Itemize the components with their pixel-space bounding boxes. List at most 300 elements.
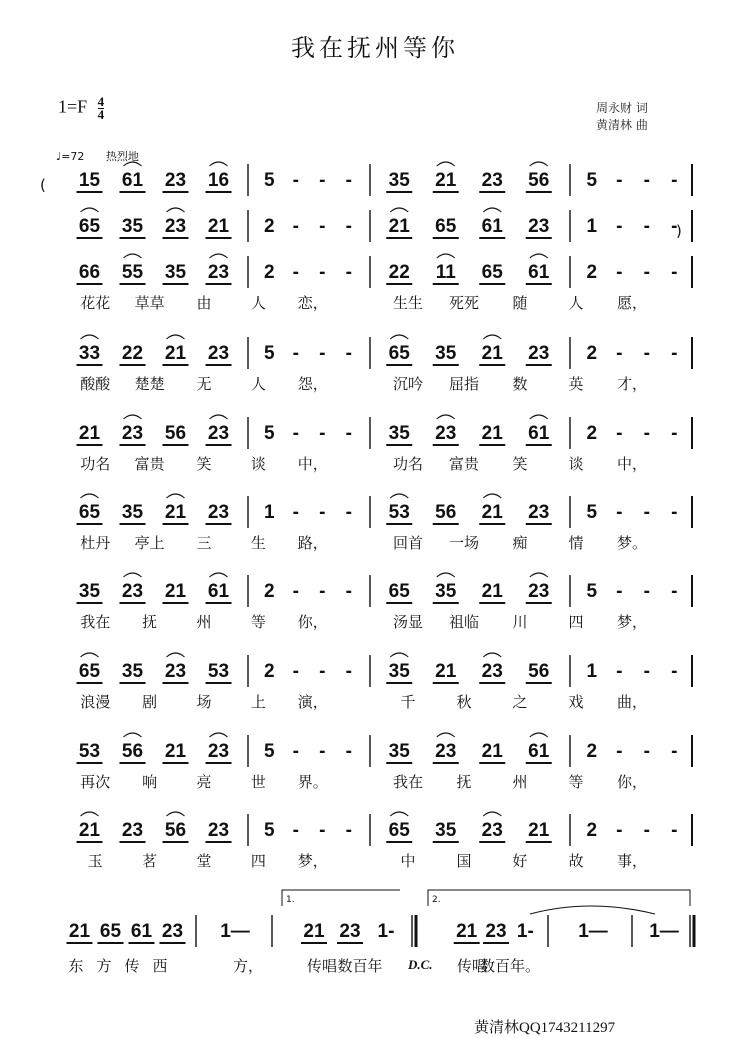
note-group: - xyxy=(319,423,326,444)
note-group: 23 xyxy=(121,423,144,444)
lyric-syllable: 路， xyxy=(297,534,328,552)
note-group: 2 xyxy=(263,262,275,283)
note-group: 22 xyxy=(388,262,410,283)
slur-arc xyxy=(124,162,142,166)
note-group: - xyxy=(345,661,352,682)
volta-bracket-1 xyxy=(282,890,400,906)
repeat-close-mark: ) xyxy=(676,222,682,240)
lyric-syllable: 随 xyxy=(512,294,528,312)
slur-arc xyxy=(530,573,548,577)
lyric-syllable: 等 xyxy=(250,613,266,631)
note-group: 35 xyxy=(164,262,187,283)
note-group: 23 xyxy=(164,661,187,682)
note-group: - xyxy=(319,216,326,237)
key-label: 1=F xyxy=(58,96,88,117)
slur-arc xyxy=(81,653,99,657)
slur-arc xyxy=(437,415,455,419)
lyric-syllable: 富贵 xyxy=(134,455,165,473)
note-group: - xyxy=(345,343,352,364)
repeat-open-mark: ( xyxy=(40,176,46,194)
lyric-syllable: 功名 xyxy=(80,455,111,473)
note-group: 1— xyxy=(578,921,608,942)
note-group: 23 xyxy=(207,423,230,444)
slur-arc xyxy=(167,653,185,657)
note-group: 21 xyxy=(435,170,457,191)
lyric-syllable: 秋 xyxy=(456,693,472,711)
slur-arc xyxy=(210,573,228,577)
note-group: - xyxy=(671,423,678,444)
lyric-syllable: 汤显 xyxy=(392,613,424,631)
note-group: 23 xyxy=(164,170,187,191)
note-group: 21 xyxy=(164,741,187,762)
note-group: 35 xyxy=(78,581,101,602)
note-group: 5 xyxy=(263,170,275,191)
note-group: - xyxy=(292,343,299,364)
slur-arc xyxy=(81,208,99,212)
lyric-syllable: 谈 xyxy=(250,455,266,473)
note-group: 56 xyxy=(164,423,187,444)
note-group: - xyxy=(643,343,650,364)
note-group: - xyxy=(643,262,650,283)
lyric-syllable: 人 xyxy=(250,294,266,312)
note-group: - xyxy=(345,170,352,191)
note-group: 65 xyxy=(388,820,410,841)
note-group: 65 xyxy=(481,262,503,283)
note-group: - xyxy=(616,581,623,602)
slur-arc xyxy=(390,208,408,212)
lyric-syllable: 由 xyxy=(196,294,212,312)
lyric-syllable: 人 xyxy=(250,375,266,393)
note-group: - xyxy=(616,820,623,841)
lyric-syllable: 回首 xyxy=(392,534,424,552)
note-group: 1- xyxy=(516,921,534,942)
lyric-syllable: 中， xyxy=(297,455,328,473)
note-group: - xyxy=(671,170,678,191)
slur-arc xyxy=(483,494,501,498)
note-group: - xyxy=(319,262,326,283)
slur-arc xyxy=(167,208,185,212)
note-group: - xyxy=(292,262,299,283)
note-group: 21 xyxy=(481,343,503,364)
lyric-syllable: 亭上 xyxy=(134,534,165,552)
note-group: 65 xyxy=(99,921,122,942)
slur-arc xyxy=(483,335,501,339)
lyric-syllable: 才， xyxy=(616,375,648,393)
lyric-syllable: 好 xyxy=(512,852,528,870)
note-group: - xyxy=(345,262,352,283)
lyric-syllable: 川 xyxy=(512,613,528,631)
lyric-syllable: 四 xyxy=(250,852,266,870)
note-group: - xyxy=(345,820,352,841)
slur-arc xyxy=(483,208,501,212)
lyric-syllable: 梦， xyxy=(616,613,648,631)
lyric-syllable: 杜丹 xyxy=(80,534,111,552)
note-group: - xyxy=(616,741,623,762)
note-group: 22 xyxy=(121,343,144,364)
note-group: 53 xyxy=(388,502,410,523)
note-group: 66 xyxy=(78,262,101,283)
note-group: 21 xyxy=(78,423,101,444)
slur-arc xyxy=(483,812,501,816)
note-group: - xyxy=(292,423,299,444)
slur-arc xyxy=(81,335,99,339)
lyric-syllable: 西 xyxy=(152,957,168,975)
note-group: - xyxy=(292,170,299,191)
note-group: 56 xyxy=(121,741,144,762)
note-group: - xyxy=(671,741,678,762)
lyric-syllable: 梦， xyxy=(297,852,328,870)
note-group: - xyxy=(671,262,678,283)
lyric-syllable: 亮 xyxy=(196,773,212,791)
note-group: 21 xyxy=(388,216,410,237)
note-group: 23 xyxy=(121,820,144,841)
slur-arc xyxy=(167,335,185,339)
lyric-syllable: 生生 xyxy=(392,294,424,312)
note-group: 21 xyxy=(207,216,230,237)
composer: 黄清林 曲 xyxy=(596,118,648,132)
note-group: 56 xyxy=(164,820,187,841)
lyric-syllable: 方 xyxy=(96,957,112,975)
note-group: 1 xyxy=(263,502,275,523)
note-group: 2 xyxy=(586,262,598,283)
note-group: 33 xyxy=(78,343,101,364)
slur-arc xyxy=(210,254,228,258)
note-group: 1 xyxy=(586,661,598,682)
slur-arc xyxy=(530,162,548,166)
lyric-syllable: 茗 xyxy=(142,852,158,870)
lyric-syllable: 玉 xyxy=(87,852,103,870)
note-group: 23 xyxy=(207,262,230,283)
note-group: 23 xyxy=(528,343,550,364)
note-group: 53 xyxy=(207,661,230,682)
slur-arc xyxy=(81,812,99,816)
note-group: - xyxy=(345,423,352,444)
note-group: - xyxy=(671,343,678,364)
note-group: 35 xyxy=(435,581,457,602)
note-group: 21 xyxy=(164,502,187,523)
note-group: 1— xyxy=(220,921,250,942)
slur-arc xyxy=(210,415,228,419)
note-group: - xyxy=(671,216,678,237)
note-group: - xyxy=(319,343,326,364)
note-group: 61 xyxy=(207,581,230,602)
note-group: 5 xyxy=(586,581,598,602)
lyric-syllable: 四 xyxy=(568,613,584,631)
note-group: - xyxy=(292,741,299,762)
lyric-syllable: 方， xyxy=(232,957,264,975)
note-group: 23 xyxy=(528,502,550,523)
note-group: 2 xyxy=(586,343,598,364)
note-group: 23 xyxy=(435,423,457,444)
note-group: - xyxy=(319,741,326,762)
lyric-syllable: 情 xyxy=(568,534,584,552)
lyric-syllable: 千 xyxy=(400,693,416,711)
note-group: - xyxy=(671,820,678,841)
slur-arc xyxy=(124,573,142,577)
note-group: 23 xyxy=(528,581,550,602)
note-group: - xyxy=(345,741,352,762)
note-group: - xyxy=(643,820,650,841)
note-group: - xyxy=(292,581,299,602)
lyric-syllable: 世 xyxy=(250,773,266,791)
note-group: 56 xyxy=(435,502,457,523)
note-group: 56 xyxy=(528,170,550,191)
lyric-syllable: 再次 xyxy=(80,773,111,791)
note-group: 16 xyxy=(207,170,230,191)
note-group: - xyxy=(671,581,678,602)
note-group: - xyxy=(292,216,299,237)
lyric-syllable: 数 xyxy=(512,375,528,393)
slur-arc xyxy=(530,254,548,258)
note-group: 23 xyxy=(207,741,230,762)
note-group: 23 xyxy=(481,820,503,841)
note-group: 65 xyxy=(78,661,101,682)
slur-arc xyxy=(437,733,455,737)
note-group: 23 xyxy=(481,170,503,191)
lyric-syllable: 我在 xyxy=(80,613,111,631)
note-group: 21 xyxy=(164,343,187,364)
lyric-syllable: 屈指 xyxy=(448,375,480,393)
slur-arc xyxy=(437,254,455,258)
note-group: 1- xyxy=(377,921,395,942)
note-group: 1— xyxy=(649,921,679,942)
note-group: 5 xyxy=(263,741,275,762)
note-group: 23 xyxy=(528,216,550,237)
note-group: 11 xyxy=(435,262,456,283)
lyric-syllable: 笑 xyxy=(196,455,212,473)
note-group: - xyxy=(292,502,299,523)
slur-arc xyxy=(390,335,408,339)
lyric-syllable: 抚 xyxy=(142,613,158,631)
expression-mark: 热烈地 xyxy=(105,150,139,163)
slur-arc xyxy=(483,653,501,657)
note-group: 21 xyxy=(68,921,91,942)
slur-arc xyxy=(390,494,408,498)
note-group: 65 xyxy=(388,581,410,602)
lyric-syllable: 谈 xyxy=(568,455,584,473)
note-group: - xyxy=(616,423,623,444)
note-group: 21 xyxy=(78,820,101,841)
lyric-syllable: 草草 xyxy=(134,294,165,312)
lyric-syllable: 英 xyxy=(568,375,584,393)
note-group: - xyxy=(616,262,623,283)
lyric-syllable: 富贵 xyxy=(448,455,480,473)
slur-arc xyxy=(437,162,455,166)
slur-arc xyxy=(530,415,548,419)
note-group: - xyxy=(643,216,650,237)
lyric-syllable: 州 xyxy=(512,773,528,791)
lyric-syllable: 三 xyxy=(196,534,212,552)
lyric-syllable: 州 xyxy=(196,613,212,631)
note-group: 2 xyxy=(263,581,275,602)
note-group: - xyxy=(319,581,326,602)
slur-arc xyxy=(124,254,142,258)
note-group: - xyxy=(319,820,326,841)
lyric-syllable: 事， xyxy=(616,852,648,870)
note-group: 23 xyxy=(161,921,184,942)
slur-arc xyxy=(81,494,99,498)
lyric-syllable: 等 xyxy=(568,773,584,791)
note-group: 35 xyxy=(435,820,457,841)
song-title: 我在抚州等你 xyxy=(291,34,459,62)
lyric-syllable: 我在 xyxy=(392,773,424,791)
lyric-syllable: 你， xyxy=(297,613,328,631)
note-group: 56 xyxy=(528,661,550,682)
note-group: 5 xyxy=(263,343,275,364)
note-group: 21 xyxy=(481,741,503,762)
da-capo-mark: D.C. xyxy=(408,957,433,972)
note-group: - xyxy=(345,502,352,523)
note-group: 23 xyxy=(435,741,457,762)
note-group: 23 xyxy=(164,216,187,237)
volta-label-1: 1. xyxy=(286,895,295,905)
volta-bracket-2 xyxy=(428,890,690,906)
lyric-syllable: 传 xyxy=(124,957,140,975)
note-group: - xyxy=(616,216,623,237)
note-group: 61 xyxy=(528,262,550,283)
note-group: - xyxy=(345,216,352,237)
note-group: 35 xyxy=(121,661,144,682)
note-group: 23 xyxy=(207,820,230,841)
note-group: 21 xyxy=(528,820,550,841)
note-group: 21 xyxy=(481,423,503,444)
note-group: 21 xyxy=(435,661,457,682)
note-group: - xyxy=(643,423,650,444)
slur-arc xyxy=(210,162,228,166)
note-group: - xyxy=(643,581,650,602)
lyric-syllable: 你， xyxy=(616,773,648,791)
lyric-syllable: 痴 xyxy=(512,534,528,552)
lyric-syllable: 东 xyxy=(68,957,84,975)
note-group: 65 xyxy=(388,343,410,364)
lyric-syllable: 怨， xyxy=(297,375,328,393)
note-group: 23 xyxy=(481,661,503,682)
note-group: 65 xyxy=(435,216,457,237)
note-group: - xyxy=(319,170,326,191)
note-group: 35 xyxy=(388,170,410,191)
lyric-syllable: 数百年 xyxy=(337,957,383,975)
note-group: 55 xyxy=(121,262,144,283)
note-group: 2 xyxy=(586,820,598,841)
slur-arc xyxy=(437,573,455,577)
slur-arc xyxy=(124,733,142,737)
lyric-syllable: 祖临 xyxy=(448,613,480,631)
note-group: - xyxy=(319,502,326,523)
note-group: 5 xyxy=(263,423,275,444)
lyric-syllable: 演， xyxy=(297,693,328,711)
note-group: 35 xyxy=(388,661,410,682)
lyric-syllable: 场 xyxy=(196,693,212,711)
slur-arc xyxy=(167,494,185,498)
lyric-syllable: 抚 xyxy=(456,773,472,791)
lyricist: 周永财 词 xyxy=(596,101,648,115)
note-group: 23 xyxy=(207,343,230,364)
note-group: - xyxy=(616,661,623,682)
lyric-syllable: 花花 xyxy=(80,294,111,312)
note-group: 35 xyxy=(121,216,144,237)
note-group: 61 xyxy=(528,423,550,444)
lyric-syllable: 沉吟 xyxy=(392,375,424,393)
slur-arc xyxy=(210,733,228,737)
note-group: 61 xyxy=(528,741,550,762)
lyric-syllable: 国 xyxy=(456,852,472,870)
lyric-syllable: 人 xyxy=(568,294,584,312)
slur-arc xyxy=(390,653,408,657)
note-group: 23 xyxy=(485,921,507,942)
note-group: - xyxy=(616,502,623,523)
note-group: 21 xyxy=(456,921,478,942)
slur-arc xyxy=(530,733,548,737)
note-group: 1 xyxy=(586,216,598,237)
lyric-syllable: 传唱 xyxy=(456,957,488,975)
note-group: 35 xyxy=(435,343,457,364)
tie-arc xyxy=(530,906,655,914)
note-group: - xyxy=(616,343,623,364)
slur-arc xyxy=(167,812,185,816)
time-signature-bottom: 4 xyxy=(97,107,105,122)
note-group: - xyxy=(643,741,650,762)
note-group: - xyxy=(671,502,678,523)
lyric-syllable: 恋， xyxy=(297,294,328,312)
lyric-syllable: 浪漫 xyxy=(80,693,111,711)
note-group: 5 xyxy=(586,170,598,191)
note-group: 35 xyxy=(121,502,144,523)
note-group: 2 xyxy=(263,661,275,682)
volta-label-2: 2. xyxy=(432,895,441,905)
note-group: - xyxy=(643,502,650,523)
lyric-syllable: 酸酸 xyxy=(80,375,111,393)
footer-credit: 黄清林QQ1743211297 xyxy=(474,1020,616,1036)
lyric-syllable: 死死 xyxy=(448,294,480,312)
time-signature-top: 4 xyxy=(97,94,105,109)
note-group: 35 xyxy=(388,423,410,444)
note-group: - xyxy=(319,661,326,682)
note-group: - xyxy=(292,661,299,682)
note-group: 5 xyxy=(263,820,275,841)
note-group: 23 xyxy=(207,502,230,523)
lyric-syllable: 界。 xyxy=(297,773,328,791)
lyric-syllable: 楚楚 xyxy=(134,375,165,393)
lyric-syllable: 数百年。 xyxy=(479,957,541,975)
note-group: - xyxy=(345,581,352,602)
note-group: 21 xyxy=(481,502,503,523)
note-group: 61 xyxy=(130,921,153,942)
note-group: 65 xyxy=(78,216,101,237)
lyric-syllable: 剧 xyxy=(142,693,158,711)
slur-arc xyxy=(124,415,142,419)
note-group: - xyxy=(292,820,299,841)
note-group: 21 xyxy=(481,581,503,602)
note-group: 61 xyxy=(121,170,144,191)
note-group: 15 xyxy=(78,170,101,191)
note-group: 21 xyxy=(164,581,187,602)
note-group: 2 xyxy=(586,423,598,444)
note-group: - xyxy=(616,170,623,191)
lyric-syllable: 传唱 xyxy=(306,957,338,975)
note-group: - xyxy=(671,661,678,682)
note-group: 61 xyxy=(481,216,503,237)
lyric-syllable: 中， xyxy=(616,455,648,473)
lyric-syllable: 中 xyxy=(400,852,416,870)
lyric-syllable: 响 xyxy=(142,773,158,791)
note-group: 65 xyxy=(78,502,101,523)
note-group: 2 xyxy=(263,216,275,237)
note-group: 23 xyxy=(339,921,361,942)
slur-arc xyxy=(390,812,408,816)
lyric-syllable: 功名 xyxy=(392,455,424,473)
note-group: - xyxy=(643,661,650,682)
lyric-syllable: 戏 xyxy=(568,693,584,711)
